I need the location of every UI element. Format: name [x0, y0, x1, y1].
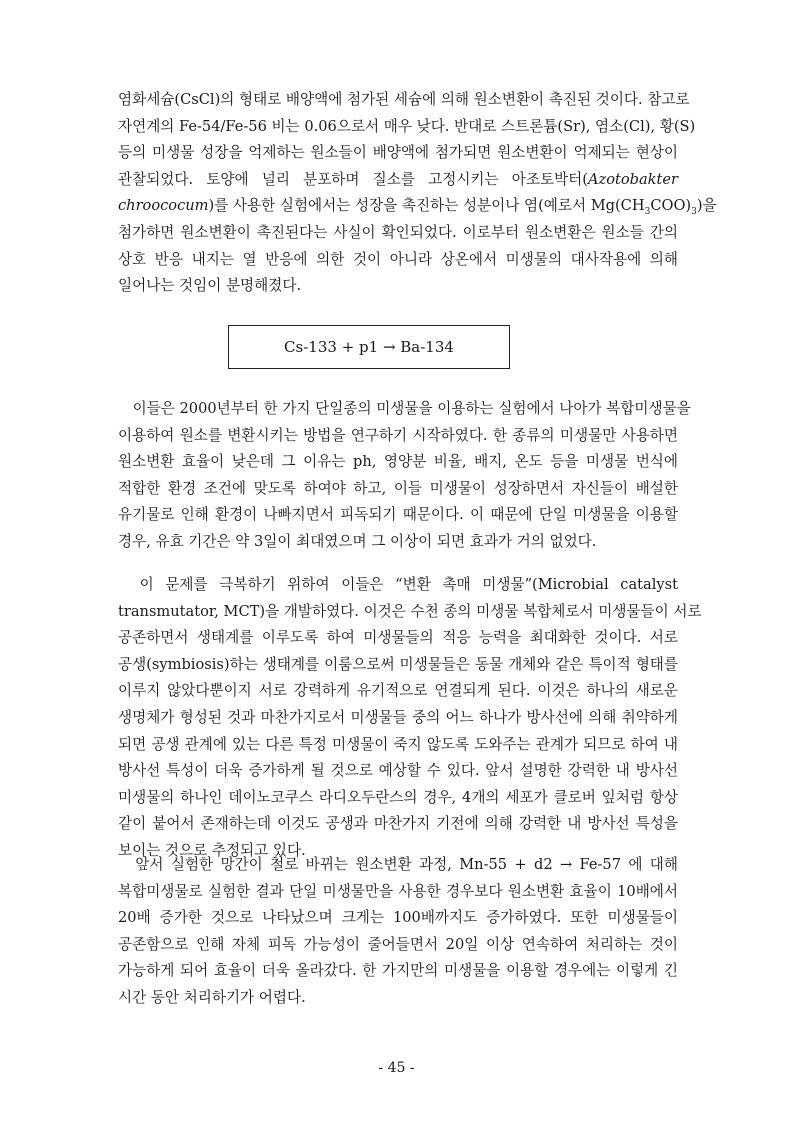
text-line: 이루지 않았다뿐이지 서로 강력하게 유기적으로 연결되게 된다. 이것은 하나의 새로운	[118, 682, 678, 700]
equation-box	[228, 325, 510, 369]
text-line: 보이는 것으로 추정되고 있다.	[118, 841, 306, 859]
text-line: 경우, 유효 기간은 약 3일이 최대였으며 그 이상이 되면 효과가 거의 없었다.	[118, 532, 597, 550]
text-line: 방사선 특성이 더욱 증가하게 될 것으로 예상할 수 있다. 앞서 설명한 강력한 내 방사선	[118, 762, 678, 780]
text-line: 20배 증가한 것으로 나타났으며 크게는 100배까지도 증가하였다. 또한 미생물들이	[118, 909, 678, 927]
text-line: 미생물의 하나인 데이노코쿠스 라디오두란스의 경우, 4개의 세포가 클로버 잎처럼 항상	[118, 788, 678, 806]
text-line: 상호 반응 내지는 열 반응에 의한 것이 아니라 상온에서 미생물의 대사작용에 의해	[118, 250, 678, 268]
text-line: 같이 붙어서 존재하는데 이것도 공생과 마찬가지 기전에 의해 강력한 내 방사선 특성을	[118, 815, 678, 833]
page-number: - 45 -	[378, 1060, 415, 1076]
text-line: 자연계의 Fe-54/Fe-56 비는 0.06으로서 매우 낮다. 반대로 스트론튬(Sr), 염소(Cl), 황(S)	[118, 117, 696, 135]
text-line: 염화세슘(CsCl)의 형태로 배양액에 첨가된 세슘에 의해 원소변환이 촉진된 것이다. 참고로	[118, 91, 690, 108]
text-line: 앞서 실험한 망간이 철로 바뀌는 원소변환 과정, Mn-55 + d2 → Fe-57 에 대해	[118, 856, 678, 873]
paragraph-2	[118, 396, 691, 556]
text-line: 공존하면서 생태계를 이루도록 하여 미생물들의 적응 능력을 최대화한 것이다. 서로	[118, 629, 678, 647]
text-line: 가능하게 되어 효율이 더욱 올라갔다. 한 가지만의 미생물을 이용할 경우에는 이렇게 긴	[118, 962, 678, 980]
equation-text: Cs-133 + p1 → Ba-134	[284, 338, 454, 356]
text-line: 적합한 환경 조건에 맞도록 하여야 하고, 이들 미생물이 성장하면서 자신들이 배설한	[118, 479, 678, 497]
text-line: 일어나는 것임이 분명해졌다.	[118, 277, 302, 295]
text-line: 생명체가 형성된 것과 마찬가지로서 미생물들 중의 어느 하나가 방사선에 의해 취약하게	[118, 708, 678, 726]
text-line: 유기물로 인해 환경이 나빠지면서 피독되기 때문이다. 이 때문에 단일 미생물을 이용할	[118, 506, 678, 524]
text-line: chroococum)를 사용한 실험에서는 성장을 촉진하는 성분이나 염(예로서 $Mg(CH_3COO)_3$)을	[118, 197, 717, 218]
text-line: 이들은 2000년부터 한 가지 단일종의 미생물을 이용하는 실험에서 나아가 복합미생물을	[118, 400, 691, 417]
text-line: 원소변환 효율이 낮은데 그 이유는 ph, 영양분 비율, 배지, 온도 등을 미생물 번식에	[118, 453, 678, 471]
text-line: 첨가하면 원소변환이 촉진된다는 사실이 확인되었다. 이로부터 원소변환은 원소들 간의	[118, 223, 678, 241]
text-line: 시간 동안 처리하기가 어렵다.	[118, 988, 306, 1006]
text-line: 관찰되었다. 토양에 널리 분포하며 질소를 고정시키는 아조토박터(Azotobakter	[118, 170, 678, 188]
paragraph-4	[118, 852, 678, 1012]
text-line: 복합미생물로 실험한 결과 단일 미생물만을 사용한 경우보다 원소변환 효율이 10배에서	[118, 882, 678, 900]
text-line: 이용하여 원소를 변환시키는 방법을 연구하기 시작하였다. 한 종류의 미생물만 사용하면	[118, 426, 678, 444]
text-line: transmutator, MCT)을 개발하였다. 이것은 수천 종의 미생물 복합체로서 미생물들이 서로	[118, 602, 702, 620]
text-line: 등의 미생물 성장을 억제하는 원소들이 배양액에 첨가되면 원소변환이 억제되는 현상이	[118, 144, 678, 162]
text-line: 이 문제를 극복하기 위하여 이들은 “변환 촉매 미생물”(Microbial catalyst	[118, 576, 678, 593]
text-line: 공생(symbiosis)하는 생태계를 이룸으로써 미생물들은 동물 개체와 같은 특이적 형태를	[118, 655, 678, 673]
paragraph-3	[118, 572, 702, 865]
text-line: 공존함으로 인해 자체 피독 가능성이 줄어들면서 20일 이상 연속하여 처리하는 것이	[118, 935, 678, 953]
paragraph-1	[118, 87, 717, 300]
text-line: 되면 공생 관계에 있는 다른 특정 미생물이 죽지 않도록 도와주는 관계가 되므로 하여 내	[118, 735, 678, 753]
